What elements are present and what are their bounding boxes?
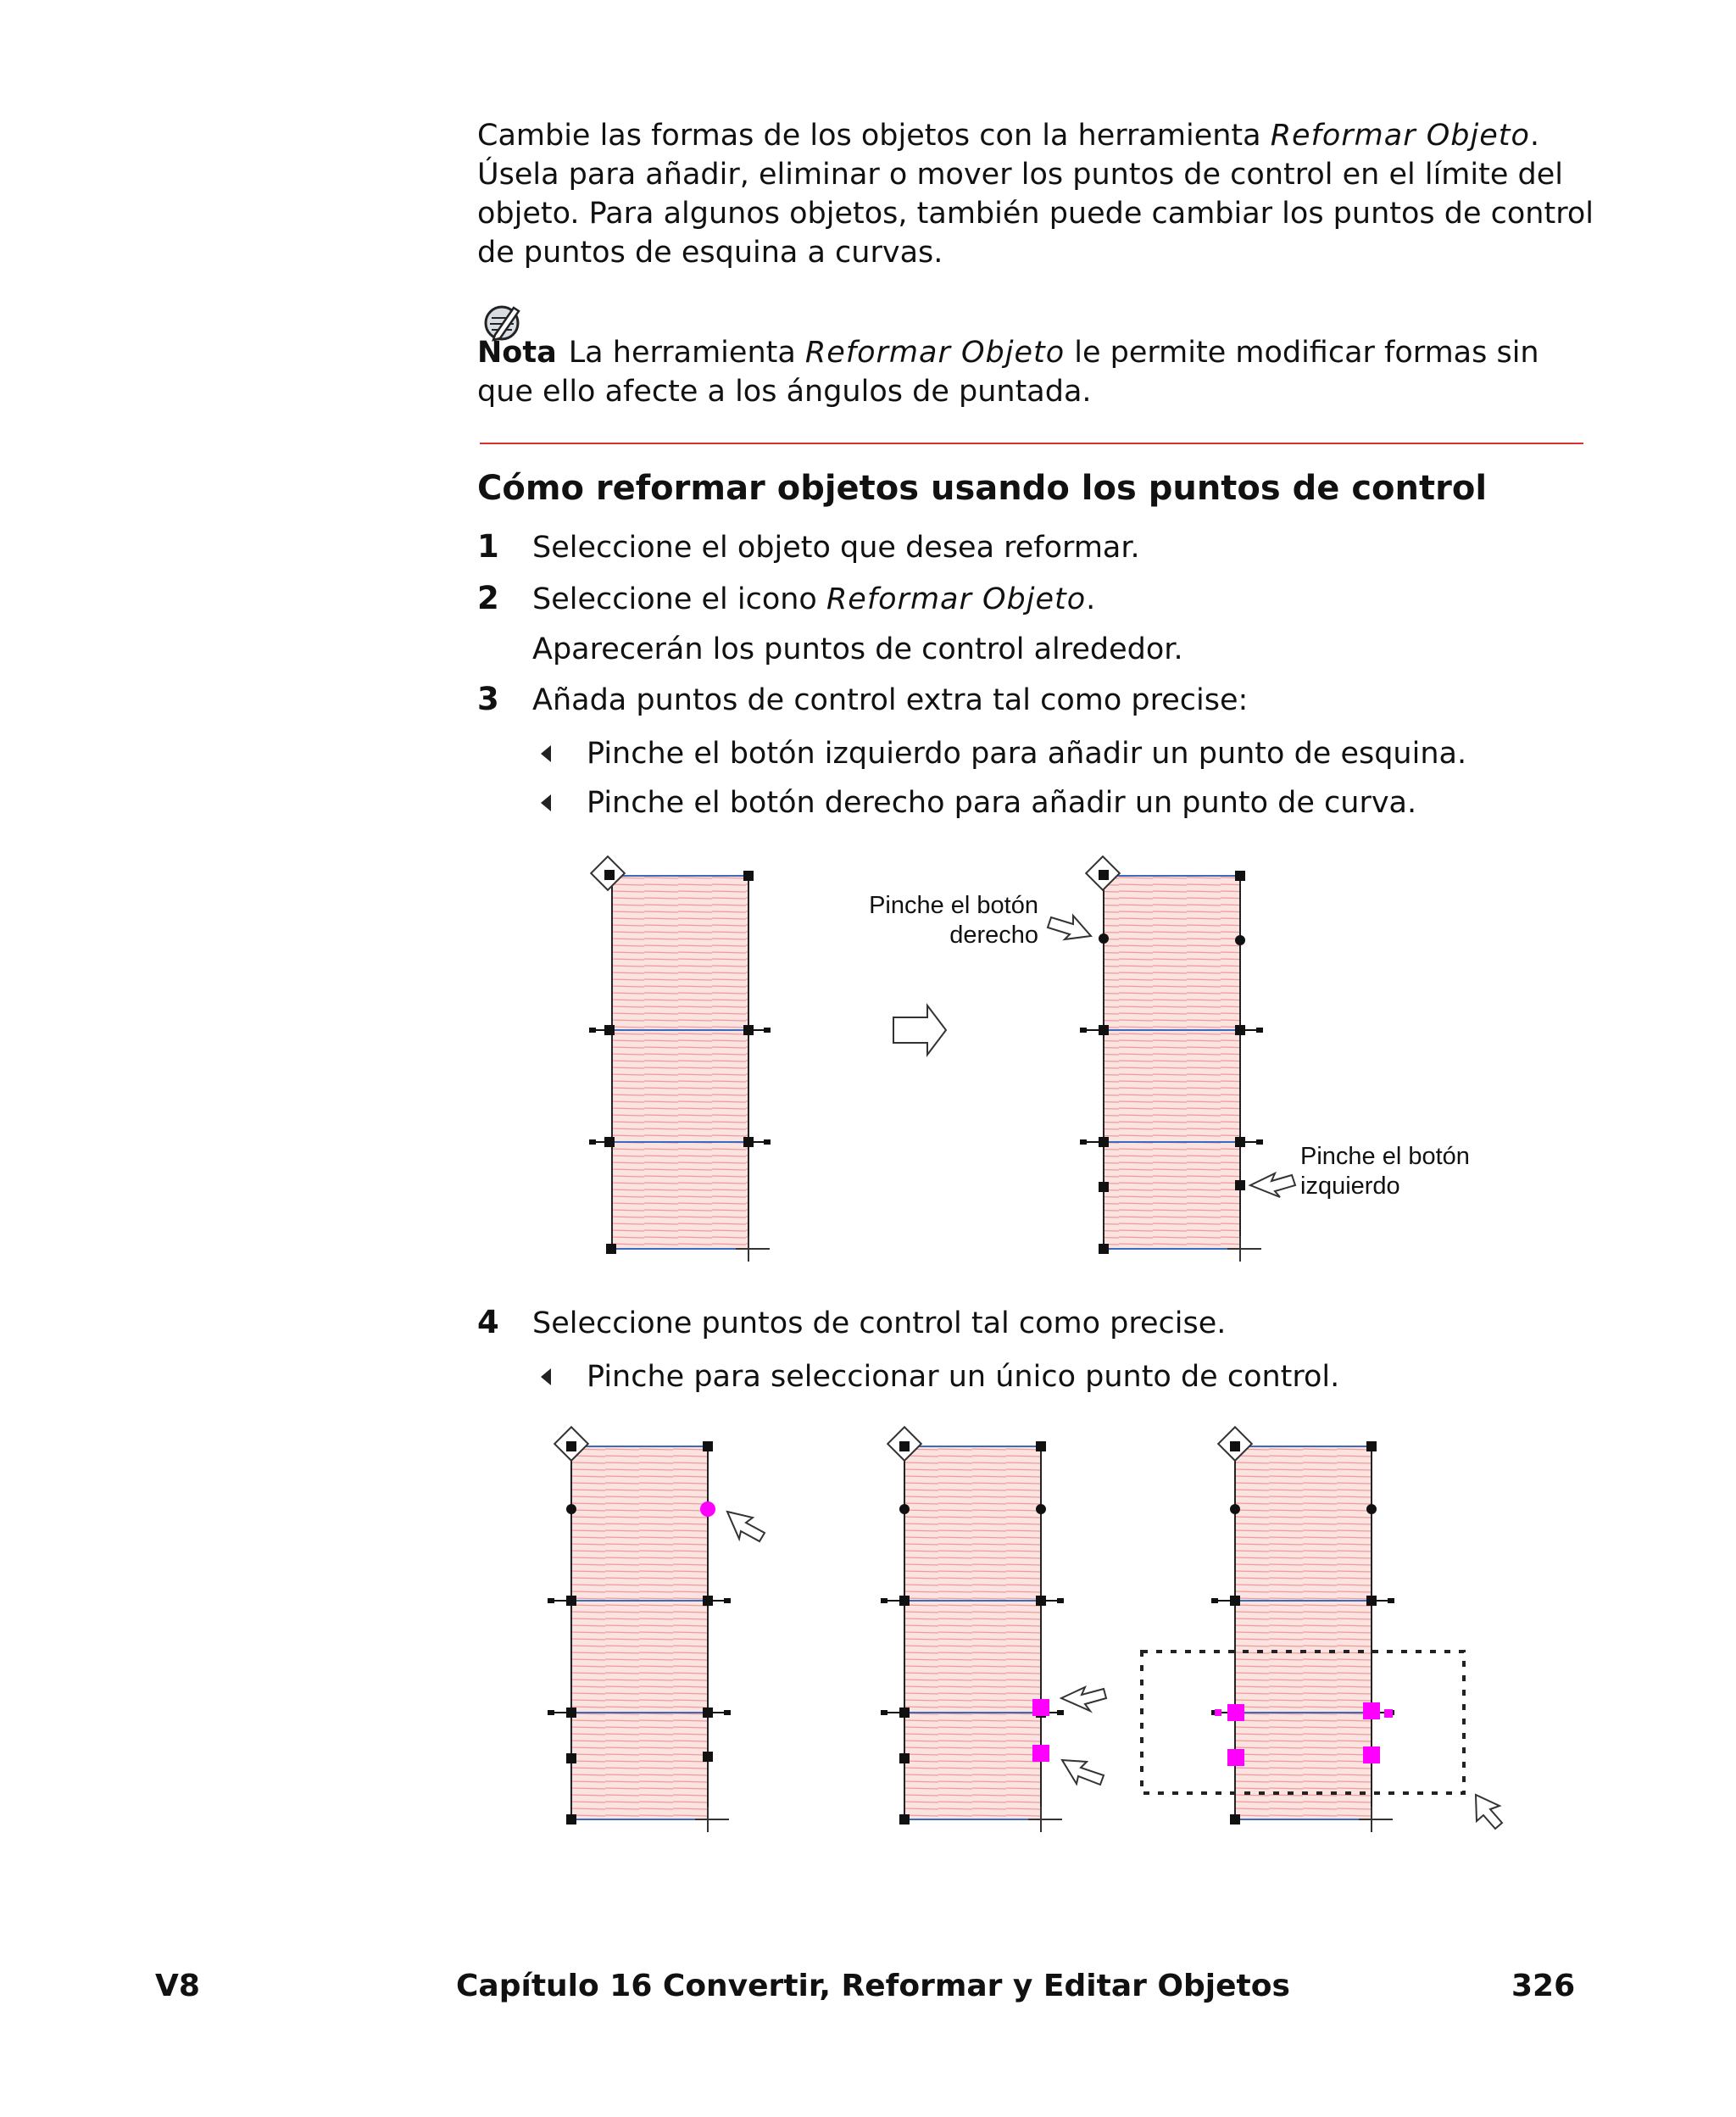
step-1-text: Seleccione el objeto que desea reformar.: [532, 531, 1140, 565]
step-4-number: 4: [477, 1304, 499, 1340]
bullet-arrow-icon: [541, 745, 551, 762]
step-3-bullet-2: Pinche el botón derecho para añadir un punto de curva.: [587, 786, 1417, 820]
object-after: [1080, 856, 1263, 1262]
pointer-arrow-icon: [727, 1512, 765, 1541]
step-2-text-end: .: [1086, 582, 1096, 616]
object-before: [589, 856, 771, 1262]
footer-chapter: Capítulo 16 Convertir, Reformar y Editar Objetos: [456, 1969, 1290, 2003]
intro-tool-name: Reformar Objeto: [1270, 119, 1530, 153]
step-4-bullet-1: Pinche para seleccionar un único punto de control.: [587, 1360, 1340, 1394]
object-marquee-select: [1211, 1427, 1394, 1832]
object-multi-select: [881, 1427, 1064, 1832]
callout-right-line2: derecho: [949, 922, 1038, 949]
bullet-arrow-icon: [541, 1368, 551, 1385]
section-divider: [480, 443, 1583, 444]
step-2-text: [532, 580, 1095, 619]
note-tool-name: Reformar Objeto: [804, 336, 1066, 370]
arrow-right-icon: [893, 1006, 946, 1055]
callout-left-line1: Pinche el botón: [1300, 1143, 1470, 1170]
pointer-arrow-icon: [1062, 1760, 1104, 1785]
step-2-number: 2: [477, 580, 499, 616]
intro-text-end: . Úsela para añadir, eliminar o mover los puntos de control en el límite del objeto. Para algunos objetos, también puede cambiar los puntos de control de puntos de esquina a curvas.: [477, 119, 1594, 270]
step-2-tool-name: Reformar Objeto: [826, 582, 1087, 616]
step-4-text: Seleccione puntos de control tal como precise.: [532, 1306, 1227, 1340]
callout-right-line1: Pinche el botón: [869, 892, 1038, 919]
bullet-arrow-icon: [541, 794, 551, 811]
marquee-selection-box: [1142, 1652, 1464, 1793]
cursor-arrow-icon: [1476, 1795, 1502, 1829]
pointer-arrow-icon: [1250, 1173, 1295, 1197]
step-3-text: Añada puntos de control extra tal como precise:: [532, 683, 1249, 717]
callout-left-line2: izquierdo: [1300, 1173, 1400, 1200]
step-3-bullet-1: Pinche el botón izquierdo para añadir un punto de esquina.: [587, 737, 1467, 771]
note-paragraph: [477, 333, 1596, 411]
step-2-text-start: Seleccione el icono: [532, 582, 826, 616]
step-1-number: 1: [477, 528, 499, 565]
object-single-select: [548, 1427, 731, 1832]
footer-page-number: 326: [1511, 1969, 1576, 2003]
section-heading: Cómo reformar objetos usando los puntos de control: [477, 469, 1488, 508]
step-3-number: 3: [477, 681, 499, 717]
step-2-followup: Aparecerán los puntos de control alrededor.: [532, 632, 1183, 666]
pointer-arrow-icon: [1048, 916, 1091, 939]
note-text-start: La herramienta: [568, 336, 805, 370]
note-text-end: le permite modificar formas sin que ello afecte a los ángulos de puntada.: [477, 336, 1539, 409]
intro-paragraph: [477, 116, 1596, 272]
intro-text-start: Cambie las formas de los objetos con la herramienta: [477, 119, 1271, 153]
footer-version: V8: [155, 1969, 200, 2003]
note-label: Nota: [477, 336, 557, 370]
pointer-arrow-icon: [1061, 1687, 1106, 1711]
